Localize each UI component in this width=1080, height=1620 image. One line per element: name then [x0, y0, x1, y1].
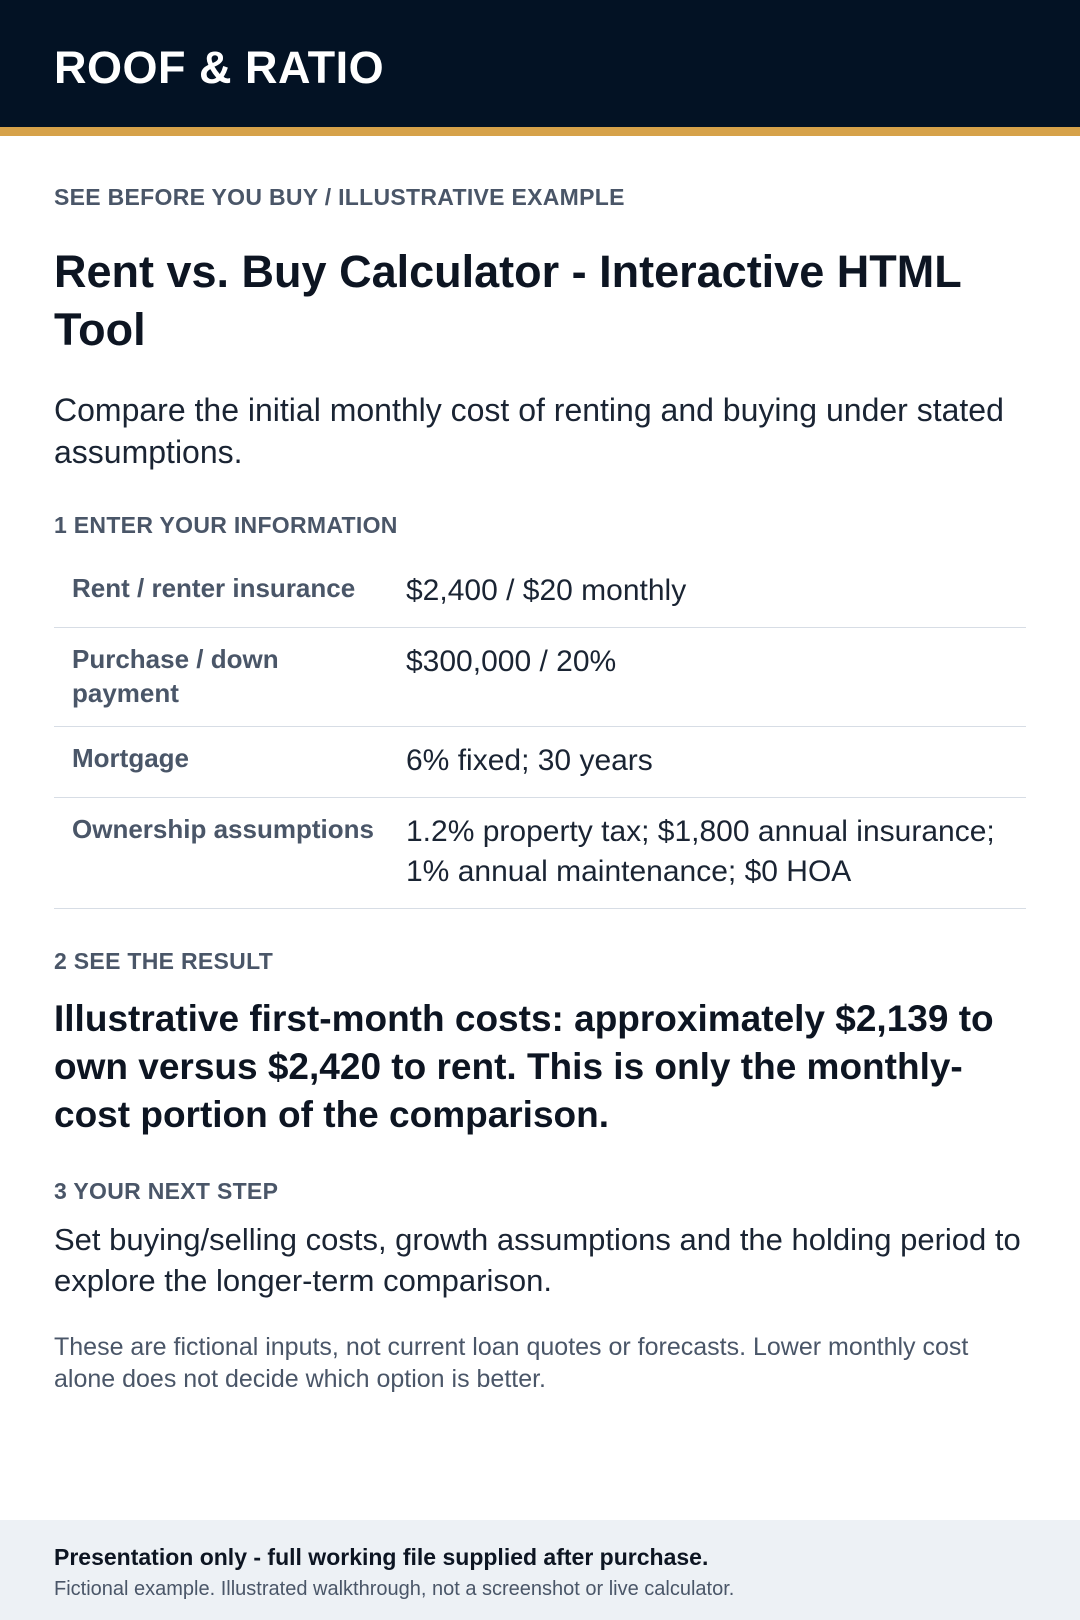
- disclaimer: These are fictional inputs, not current loan quotes or forecasts. Lower monthly cost alone does not decide which option is better.: [54, 1333, 969, 1393]
- table-row: [54, 798, 1026, 909]
- brand-logo-text: ROOF & RATIO: [54, 42, 385, 93]
- row-value: 6% fixed; 30 years: [406, 744, 653, 777]
- row-label: Ownership assumptions: [72, 814, 374, 844]
- footer-notice: Presentation only - full working file supplied after purchase.: [54, 1544, 709, 1570]
- section-label-see-result: 2 SEE THE RESULT: [54, 948, 274, 974]
- row-value: $300,000 / 20%: [406, 645, 617, 678]
- row-value: 1.2% property tax; $1,800 annual insurance; 1% annual maintenance; $0 HOA: [406, 815, 995, 888]
- table-row: [54, 628, 1026, 727]
- page-title: Rent vs. Buy Calculator - Interactive HTML Tool: [54, 246, 961, 355]
- page-subtitle: Compare the initial monthly cost of renting and buying under stated assumptions.: [54, 392, 1004, 470]
- section-label-next-step: 3 YOUR NEXT STEP: [54, 1178, 279, 1204]
- row-label: Rent / renter insurance: [72, 573, 356, 603]
- row-value: $2,400 / $20 monthly: [406, 574, 687, 607]
- row-label: Purchase / down payment: [72, 644, 279, 708]
- row-label: Mortgage: [72, 743, 189, 773]
- section-label-enter-information: 1 ENTER YOUR INFORMATION: [54, 512, 398, 538]
- site-header: [0, 0, 1080, 136]
- footer-note: Fictional example. Illustrated walkthrough, not a screenshot or live calculator.: [54, 1578, 735, 1600]
- table-row: [54, 557, 1026, 628]
- footer: [0, 1520, 1080, 1620]
- table-row: [54, 727, 1026, 798]
- next-step-text: Set buying/selling costs, growth assumptions and the holding period to explore the longer-term comparison.: [54, 1222, 1021, 1298]
- information-table: [54, 557, 1026, 909]
- result-statement: Illustrative first-month costs: approximately $2,139 to own versus $2,420 to rent. This is only the monthly-cost portion of the comparison.: [54, 998, 994, 1135]
- main-content: [0, 183, 1080, 1395]
- kicker: SEE BEFORE YOU BUY / ILLUSTRATIVE EXAMPLE: [54, 184, 625, 210]
